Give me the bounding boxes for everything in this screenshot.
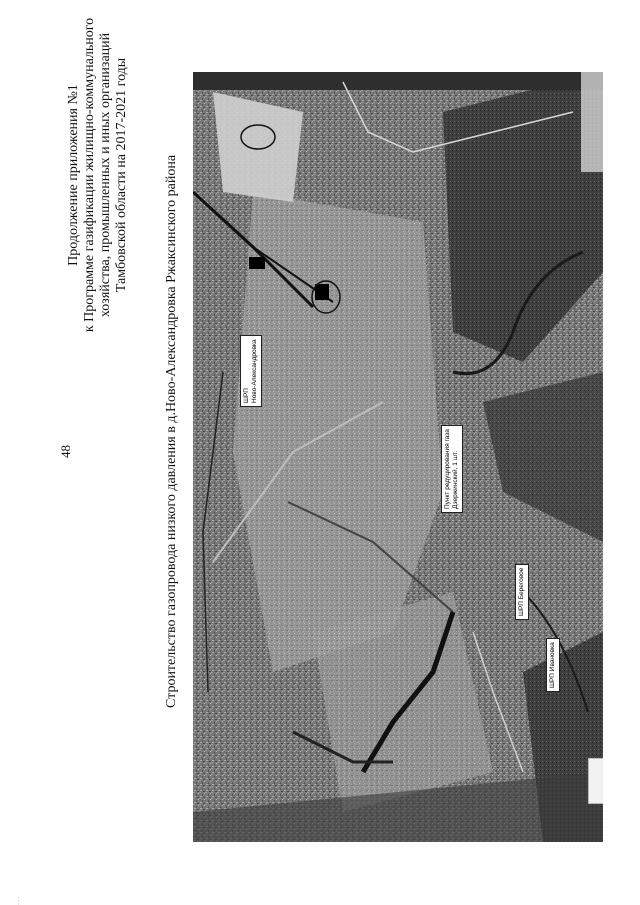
header-line-1: Продолжение приложения №1: [66, 84, 81, 266]
map-title: Строительство газопровода низкого давления в д.Ново-Александровка Ржаксинского района: [164, 154, 179, 708]
header-line-3: хозяйства, промышленных и иных организаций: [98, 32, 113, 318]
label-d-line1: ШРП Ивановка: [549, 642, 556, 688]
header-line-2: к Программе газификации жилищно-коммунального: [82, 17, 97, 333]
label-b-line1: Пункт редуцирования газа: [444, 429, 451, 509]
label-b-line2: Дзержинский, 1 шт.: [452, 451, 459, 509]
satellite-map: [193, 72, 603, 842]
scale-legend-box: [588, 758, 603, 804]
label-c-line1: ШРП Береговое: [518, 567, 525, 616]
header-line-4: Тамбовской области на 2017-2021 годы: [114, 57, 129, 293]
label-shrp-ivanovka: [546, 638, 560, 692]
appendix-header: [66, 10, 130, 340]
stray-marks: ...: [12, 896, 21, 905]
map-terrain: [193, 72, 603, 842]
page-number: 48: [58, 445, 73, 458]
label-a-line2: Ново-Александровка: [251, 339, 258, 403]
label-gas-reduction-point: [441, 425, 463, 513]
label-shrp-beregovoe: [515, 564, 529, 620]
label-shrp-novo-aleksandrovka: [240, 335, 262, 407]
label-a-line1: ШРП: [243, 388, 250, 403]
